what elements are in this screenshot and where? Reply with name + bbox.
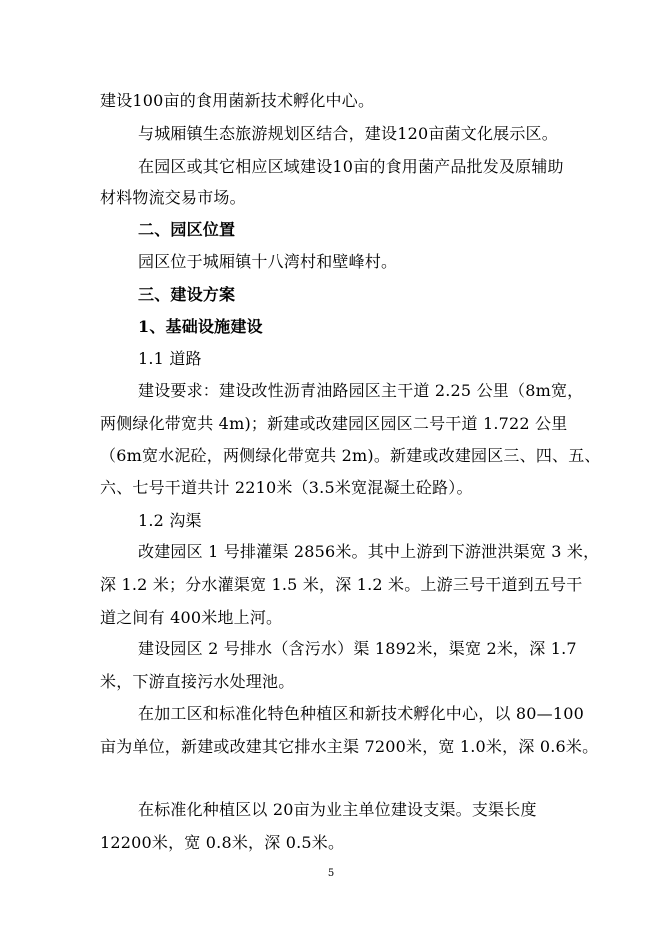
subsection-label: 1.1 道路 [138, 349, 202, 368]
paragraph-line: （6m宽水泥砼，两侧绿化带宽共 2m)。新建或改建园区三、四、五、 [100, 446, 601, 465]
paragraph-line: 深 1.2 米；分水灌渠宽 1.5 米，深 1.2 米。上游三号干道到五号干 [100, 575, 583, 594]
paragraph-line: 材料物流交易市场。 [100, 188, 246, 207]
paragraph-line: 在加工区和标准化特色种植区和新技术孵化中心，以 80—100 [138, 704, 584, 723]
paragraph-line: 园区位于城厢镇十八湾村和壁峰村。 [138, 252, 398, 271]
paragraph-line: 在标准化种植区以 20亩为业主单位建设支渠。支渠长度 [138, 800, 537, 819]
paragraph-line: 六、七号干道共计 2210米（3.5米宽混凝土砼路）。 [100, 478, 473, 497]
page-number: 5 [327, 868, 335, 879]
paragraph-line: 12200米，宽 0.8米，深 0.5米。 [100, 833, 345, 852]
subsection-label: 1.2 沟渠 [138, 511, 202, 530]
section-heading: 二、园区位置 [138, 220, 236, 239]
paragraph-line: 亩为单位，新建或改建其它排水主渠 7200米，宽 1.0米，深 0.6米。 [100, 737, 599, 756]
paragraph-line: 与城厢镇生态旅游规划区结合，建设120亩菌文化展示区。 [138, 124, 558, 143]
section-heading: 三、建设方案 [138, 285, 236, 304]
paragraph-line: 道之间有 400米地上河。 [100, 608, 283, 627]
paragraph-line: 建设园区 2 号排水（含污水）渠 1892米，渠宽 2米，深 1.7 [138, 639, 577, 658]
paragraph-line: 在园区或其它相应区域建设10亩的食用菌产品批发及原辅助 [138, 157, 564, 176]
paragraph-line: 改建园区 1 号排灌渠 2856米。其中上游到下游泄洪渠宽 3 米， [138, 542, 600, 561]
paragraph-line: 米，下游直接污水处理池。 [100, 672, 295, 691]
subsection-heading: 1、基础设施建设 [138, 317, 263, 336]
paragraph-line: 两侧绿化带宽共 4m)；新建或改建园区园区二号干道 1.722 公里 [100, 414, 568, 433]
paragraph-line: 建设要求：建设改性沥青油路园区主干道 2.25 公里（8m宽， [138, 381, 584, 400]
paragraph-line: 建设100亩的食用菌新技术孵化中心。 [100, 91, 375, 110]
